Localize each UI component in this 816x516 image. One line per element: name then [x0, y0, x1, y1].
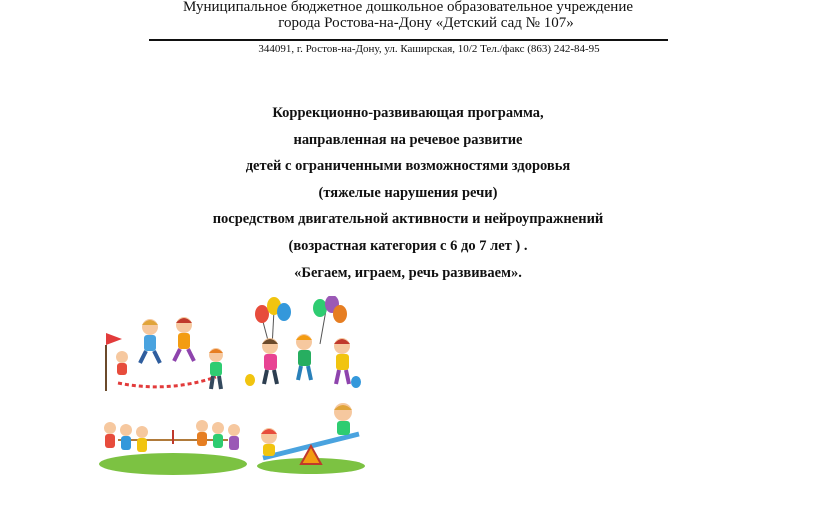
- program-title-line2: направленная на речевое развитие: [293, 132, 523, 148]
- program-title-line1: Коррекционно-развивающая программа,: [272, 105, 544, 121]
- program-title-line6: (возрастная категория с 6 до 7 лет ) .: [288, 238, 528, 254]
- kids-jump-rope-illustration: [98, 305, 238, 397]
- program-title-line7: «Бегаем, играем, речь развиваем».: [294, 265, 522, 281]
- organization-address: 344091, г. Ростов-на-Дону, ул. Каширская, 10/2 Тел./факс (863) 242-84-95: [258, 43, 600, 55]
- organization-name-line2: города Ростова-на-Дону «Детский сад № 107»: [278, 15, 574, 31]
- header-divider: [149, 39, 668, 41]
- program-title-line5: посредством двигательной активности и нейроупражнений: [212, 211, 604, 227]
- organization-name-line1: Муниципальное бюджетное дошкольное образовательное учреждение: [183, 0, 633, 15]
- program-title-line4: (тяжелые нарушения речи): [318, 185, 498, 201]
- kids-tug-of-war-illustration: [98, 408, 248, 476]
- kids-seesaw-illustration: [255, 400, 367, 476]
- program-title-line3: детей с ограниченными возможностями здоровья: [245, 158, 571, 174]
- kids-balloons-illustration: [240, 296, 368, 394]
